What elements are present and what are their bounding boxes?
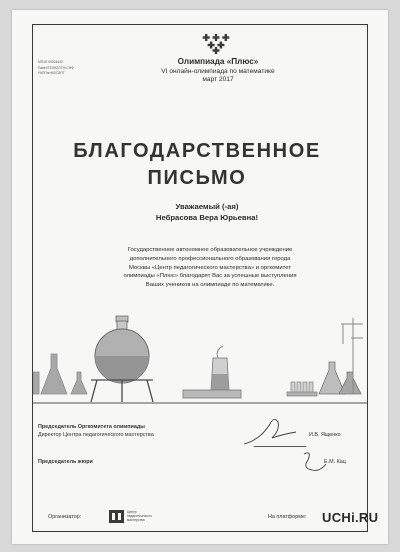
jury-name: Е.М. Кац <box>324 459 346 465</box>
body-line: олимпиады «Плюс» благодарят Вас за успешные выступления <box>123 273 297 280</box>
laboratory-illustration <box>33 310 367 406</box>
platform-label: На платформе: <box>268 514 307 520</box>
organizer-logo-icon <box>109 510 124 523</box>
body-line: Москвы «Центр педагогического мастерства» и оргкомитет <box>128 264 292 271</box>
document-codes <box>38 60 74 77</box>
left-bottle-icon <box>33 372 39 394</box>
body-line: Государственное автономное образовательное учреждение <box>127 247 293 253</box>
small-flask-icon <box>71 372 87 394</box>
olympiad-date: март 2017 <box>202 76 234 83</box>
olympiad-subtitle: VI онлайн-олимпиада по математике <box>161 68 275 75</box>
olympiad-plus-logo-icon <box>202 34 230 54</box>
code-line: УКППнг/НЛ/С8ПТ <box>38 71 65 76</box>
certificate-sheet <box>12 10 388 544</box>
chair-position: Директор Центра педагогического мастерства <box>38 432 154 438</box>
organizer-name: Центр педагогического мастерства <box>127 510 152 523</box>
chair-name: И.В. Ященко <box>309 432 341 438</box>
chair-title: Председатель Оргкомитета олимпиады <box>38 424 145 430</box>
chair-signature-line <box>254 446 306 447</box>
code-line: Пакет/ГЕОХ2ОТН-СФФ <box>38 65 74 70</box>
olympiad-name: Олимпиада «Плюс» <box>177 57 259 66</box>
body-line: дополнительного профессионального образования города <box>129 255 291 262</box>
jury-title: Председатель жюри <box>38 459 93 465</box>
olympiad-header <box>108 57 328 83</box>
title-line-2: ПИСЬМО <box>147 167 247 189</box>
greeting: Уважаемый (-ая) <box>175 202 239 211</box>
test-tubes-icon <box>287 382 317 396</box>
chair-signature-icon <box>240 410 300 448</box>
certificate-title <box>42 138 352 192</box>
left-flask-icon <box>41 354 67 394</box>
code-line: МП1Р-00024442 <box>38 60 63 64</box>
body-line: Ваших учеников на олимпиаде по математике. <box>145 282 275 289</box>
title-line-1: БЛАГОДАРСТВЕННОЕ <box>73 140 321 162</box>
right-flask-icon <box>319 362 361 394</box>
recipient-name: Небрасова Вера Юрьевна! <box>155 213 259 222</box>
beaker-icon <box>211 346 229 390</box>
body-text <box>72 246 348 290</box>
lab-tray <box>183 390 241 398</box>
round-flask-icon <box>95 316 149 383</box>
platform-name: UCHi.RU <box>322 510 379 525</box>
organizer-label: Организатор: <box>48 514 82 520</box>
flask-stand-icon <box>91 380 153 402</box>
